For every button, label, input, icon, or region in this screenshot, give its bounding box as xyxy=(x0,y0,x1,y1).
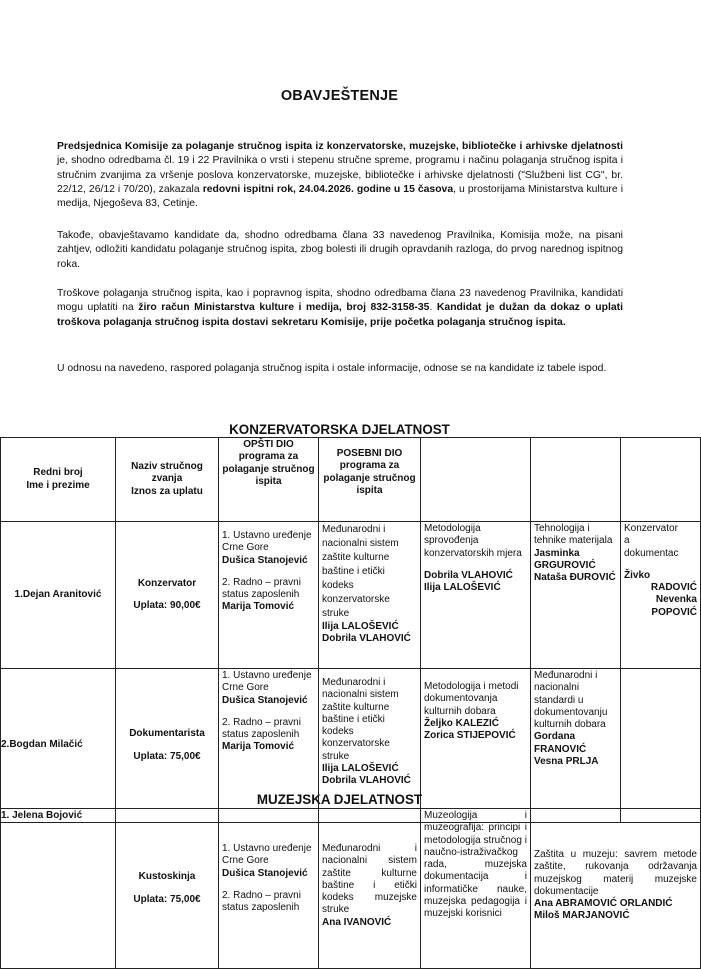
candidate-name: 1.Dejan Aranitović xyxy=(1,522,116,669)
title-value: Konzervator xyxy=(137,577,197,589)
special-subject: Međunarodni i nacionalni sistem zaštite kulturne baštine i etički kodeks konzervatorske struke xyxy=(322,524,399,619)
intro-paragraph xyxy=(57,140,623,211)
candidate-name: 1. Jelena Bojović xyxy=(1,809,116,969)
examiner-name: Vesna PRLJA xyxy=(534,756,599,768)
examiner-name: Dobrila VLAHOVIĆ xyxy=(322,775,411,787)
examiner-name: Nevenka xyxy=(655,594,697,606)
examiner-name: Dobrila VLAHOVIĆ xyxy=(322,633,411,645)
general-subject-1: 1. Ustavno uređenje Crne Gore xyxy=(222,843,312,867)
exam-date: redovni ispitni rok, 24.04.2026. godine u 15 časova xyxy=(202,183,454,195)
header-number: Redni broj xyxy=(33,467,83,479)
table-row xyxy=(1,809,701,969)
header-candidate xyxy=(1,438,116,522)
examiner-name: Nataša ĐUROVIĆ xyxy=(534,572,616,584)
examiner-name: POPOVIĆ xyxy=(651,606,697,618)
header-empty-5 xyxy=(421,438,531,522)
committee-name: Predsjednica Komisije za polaganje stručnog ispita iz konzervatorske, muzejske, bibliotečke i arhivske djelatnosti xyxy=(57,141,623,152)
fee-value: Uplata: 75,00€ xyxy=(133,893,201,905)
subject-text: Metodologija sprovođenja konzervatorskih mjera xyxy=(424,523,522,559)
general-subject-1: 1. Ustavno uređenje Crne Gore xyxy=(222,530,312,554)
candidate-name: 2.Bogdan Milačić xyxy=(1,669,116,823)
table-header-row xyxy=(1,438,701,522)
museum-table xyxy=(0,808,701,969)
bank-account: žiro račun Ministarstva kulture i medija, broj 832-3158-35 xyxy=(138,302,430,314)
postponement-paragraph: Takođe, obavještavamo kandidate da, shodno odredbama člana 33 navedenog Pravilnika, Komisija može, na pisani zahtjev, odložiti kandidatu polaganje stručnog ispita, zbog bolesti ili drugih opravdanih razloga, do prvog narednog ispitnog roka. xyxy=(57,230,623,270)
payment-sep: . xyxy=(429,302,437,314)
subject-text: Međunarodni i nacionalni standardi u dokumentovanju kulturnih dobara xyxy=(534,670,608,731)
examiner-name: Marija Tomović xyxy=(222,601,295,613)
special-subject-3 xyxy=(531,522,621,669)
examiner-name: Ana ABRAMOVIĆ ORLANDIĆ xyxy=(534,898,673,910)
header-fee-label: Iznos za uplatu xyxy=(131,485,203,497)
special-subject-4 xyxy=(621,522,701,669)
examiner-name: Ilija LALOŠEVIĆ xyxy=(424,582,501,594)
subject-text: Konzervator xyxy=(624,523,678,534)
title-value: Kustoskinja xyxy=(138,871,196,883)
candidate-title xyxy=(116,522,219,669)
examiner-name: Zorica STIJEPOVIĆ xyxy=(424,730,516,742)
general-subject-2: 2. Radno – pravni status zaposlenih xyxy=(222,889,301,914)
subject-text: dokumentac xyxy=(624,547,679,559)
general-subject-1: 1. Ustavno uređenje Crne Gore xyxy=(222,670,312,694)
general-subject-2: 2. Radno – pravni status zaposlenih xyxy=(222,576,301,601)
special-part xyxy=(319,809,421,969)
table-row xyxy=(1,522,701,669)
subject-text: Zaštita u muzeju: savrem metode zaštite, rukovanja održavanja muzejskog materij muzejske dokumentacije xyxy=(534,849,697,897)
examiner-name: Ana IVANOVIĆ xyxy=(322,916,392,928)
conservation-table xyxy=(0,437,701,823)
examiner-name: Dušica Stanojević xyxy=(222,867,308,879)
general-part xyxy=(219,522,319,669)
payment-text: Troškove polaganja stručnog ispita, kao i popravnog ispita, shodno odredbama člana 23 navedenog Pravilnika, kandidati mogu uplatiti na xyxy=(57,288,623,314)
examiner-name: Ilija LALOŠEVIĆ xyxy=(322,621,399,632)
schedule-paragraph: U odnosu na navedeno, raspored polaganja stručnog ispita i ostale informacije, odnose se na kandidate iz tabele ispod. xyxy=(57,363,607,374)
header-empty-7 xyxy=(621,438,701,522)
header-name: Ime i prezime xyxy=(26,479,90,491)
payment-paragraph xyxy=(57,287,623,330)
payment-proof-note: Kandidat je dužan da dokaz o uplati troškova polaganja stručnog ispita dostavi sekretaru Komisije, prije početka polaganja stručnog ispita. xyxy=(57,302,624,328)
special-subject-3 xyxy=(531,809,701,969)
special-subject: Međunarodni i nacionalni sistem zaštite kulturne baštine i etički kodeks konzervatorske struke xyxy=(322,677,399,762)
header-title xyxy=(116,438,219,522)
examiner-name: Dobrila VLAHOVIĆ xyxy=(424,569,513,581)
special-subject-2 xyxy=(421,522,531,669)
examiner-name: Željko KALEZIĆ xyxy=(424,717,500,729)
examiner-name: Dušica Stanojević xyxy=(222,554,308,566)
examiner-name: Miloš MARJANOVIĆ xyxy=(534,910,630,922)
page-title: OBAVJEŠTENJE xyxy=(280,88,399,104)
general-subject-2: 2. Radno – pravni status zaposlenih xyxy=(222,716,301,741)
examiner-name: Ilija LALOŠEVIĆ xyxy=(322,763,399,775)
intro-text: je, shodno odredbama čl. 19 i 22 Pravilnika o vrsti i stepenu stručne spreme, programu i načinu polaganja stručnog ispita i stručnim zvanjima za vršenje poslova konzervatorske, muzejske, bibliotečke i arhivske djelatnosti ("Službeni list CG", br. 22/12, 26/12 i 70/20), zakazala xyxy=(57,155,623,195)
header-special: POSEBNI DIO programa za polaganje stručnog ispita xyxy=(319,438,421,522)
fee-value: Uplata: 75,00€ xyxy=(133,750,201,762)
header-general: OPŠTI DIO programa za polaganje stručnog ispita xyxy=(219,438,319,522)
general-part xyxy=(219,809,319,969)
candidate-title xyxy=(116,809,219,969)
subject-text: Muzeologija i muzeografija: principi i metodologija stručnog i naučno-istraživačkog rada, muzejska dokumentacija i informatičke nauke, muzejska pedagogija i muzejski korisnici xyxy=(424,810,527,920)
subject-text: Tehnologija i tehnike materijala xyxy=(534,523,613,547)
examiner-name: Gordana FRANOVIĆ xyxy=(534,731,587,755)
examiner-name: Marija Tomović xyxy=(222,741,295,753)
special-subject: Međunarodni i nacionalni sistem zaštite kulturne baštine i etički kodeks muzejske struke xyxy=(322,843,417,916)
examiner-name: Jasminka GRGUROVIĆ xyxy=(534,547,596,571)
header-empty-6 xyxy=(531,438,621,522)
examiner-name: Živko xyxy=(624,569,651,581)
section-heading-museum: MUZEJSKA DJELATNOST xyxy=(256,792,423,807)
subject-text: a xyxy=(624,535,630,547)
title-value: Dokumentarista xyxy=(129,728,205,740)
special-part xyxy=(319,522,421,669)
examiner-name: RADOVIĆ xyxy=(650,582,697,594)
examiner-name: Dušica Stanojević xyxy=(222,694,308,706)
subject-text: Metodologija i metodi dokumentovanja kulturnih dobara xyxy=(424,681,519,717)
exam-location: , u prostorijama Ministarstva kulture i medija, Njegoševa 83, Cetinje. xyxy=(57,183,623,210)
header-title-label: Naziv stručnog zvanja xyxy=(131,461,203,485)
special-subject-2 xyxy=(421,809,531,969)
section-heading-conservation: KONZERVATORSKA DJELATNOST xyxy=(229,422,450,437)
fee-value: Uplata: 90,00€ xyxy=(133,600,201,611)
